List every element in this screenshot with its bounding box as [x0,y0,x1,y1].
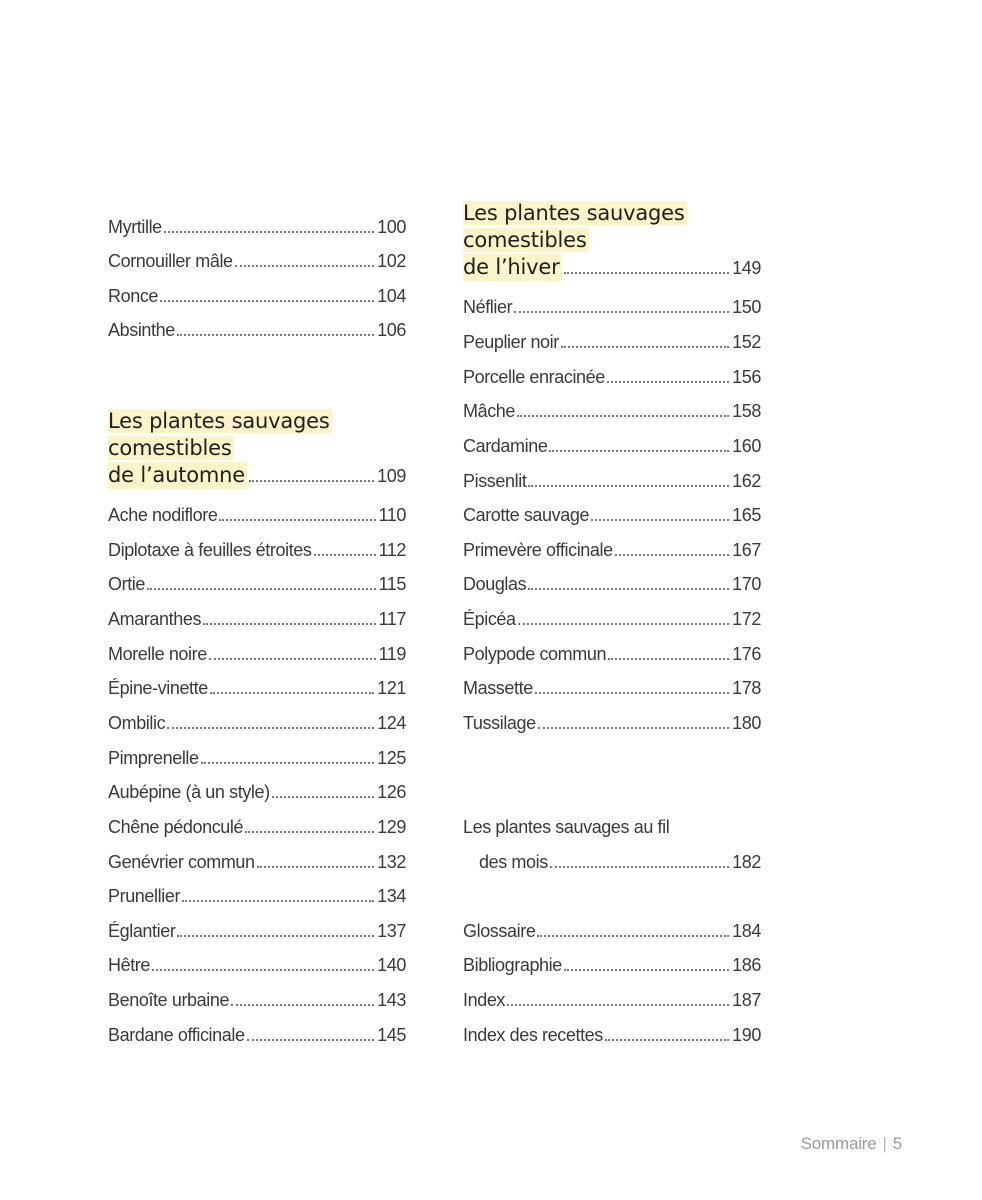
dot-leader [514,311,729,313]
toc-entry-title: Genévrier commun [108,852,255,872]
toc-entry-page: 170 [732,574,761,594]
dot-leader [219,519,375,521]
dot-leader [231,1004,374,1006]
toc-entry-page: 106 [377,320,406,340]
dot-leader [550,866,729,868]
toc-entry-title: Index des recettes [463,1025,603,1045]
toc-entry[interactable] [108,843,406,873]
toc-entry[interactable] [108,739,406,769]
toc-entry[interactable] [463,531,761,561]
toc-entry-title: Amaranthes [108,609,202,629]
dot-leader [615,554,729,556]
toc-entry-title: Aubépine (à un style) [108,782,270,802]
toc-entry-title: Morelle noire [108,644,207,664]
toc-entry[interactable] [463,358,761,388]
toc-entry[interactable] [463,946,761,976]
toc-entry-title: Ronce [108,286,159,306]
toc-entry[interactable] [108,946,406,976]
toc-entry[interactable] [108,311,406,341]
toc-entry[interactable] [463,288,761,318]
toc-entry[interactable] [108,635,406,665]
toc-entry-page: 145 [377,1025,406,1045]
dot-leader [152,969,374,971]
toc-entry[interactable] [463,912,761,942]
toc-entry[interactable] [108,877,406,907]
toc-entry-page: 104 [377,286,406,306]
dot-leader [605,1039,729,1041]
toc-entry[interactable] [463,1016,761,1046]
dot-leader [249,480,374,482]
toc-entry-page: 190 [732,1025,761,1045]
dot-leader [564,969,729,971]
toc-entry[interactable] [463,704,761,734]
toc-entry[interactable] [463,981,761,1011]
section-title-line: comestibles [108,436,232,460]
dot-leader [177,334,374,336]
toc-entry[interactable] [108,208,406,238]
toc-entry[interactable] [108,981,406,1011]
toc-entry-page: 126 [377,782,406,802]
toc-entry[interactable] [463,669,761,699]
section-title-line: Les plantes sauvages [108,409,330,433]
toc-entry[interactable] [463,462,761,492]
toc-entry-title: Cardamine [463,436,548,456]
toc-entry-page: 140 [377,955,406,975]
dot-leader [535,692,729,694]
toc-entry-title: Peuplier noir [463,332,559,352]
toc-entry-title: Ache nodiflore [108,505,218,525]
toc-entry-page: 102 [377,251,406,271]
toc-entry-title: Épicéa [463,609,516,629]
footer-label: Sommaire [800,1134,877,1153]
section-page: 149 [732,258,761,278]
toc-entry-calendar-title[interactable] [463,808,761,838]
toc-entry-title: Porcelle enracinée [463,367,605,387]
section-title-line: comestibles [463,228,587,252]
footer-page-number: 5 [892,1134,902,1153]
toc-entry-title: Ombilic [108,713,166,733]
toc-entry-title: Massette [463,678,533,698]
toc-entry-page: 176 [732,644,761,664]
toc-entry-title: Douglas [463,574,527,594]
toc-entry-title: Glossaire [463,921,536,941]
toc-entry-page: 152 [732,332,761,352]
toc-entry-title: Églantier [108,921,176,941]
toc-entry-page: 115 [378,574,406,594]
dot-leader [272,796,374,798]
toc-entry-page: 167 [732,540,761,560]
toc-entry[interactable] [108,277,406,307]
toc-entry[interactable] [108,808,406,838]
dot-leader [160,300,374,302]
toc-entry-page: 158 [732,401,761,421]
dot-leader [210,692,374,694]
toc-entry-title: Cornouiller mâle [108,251,233,271]
toc-entry[interactable] [108,242,406,272]
dot-leader [167,727,374,729]
toc-entry-page: 117 [378,609,406,629]
toc-entry[interactable] [108,912,406,942]
section-title-line: de l’automne [108,463,245,487]
dot-leader [235,265,375,267]
dot-leader [164,231,374,233]
dot-leader [507,1004,729,1006]
toc-entry-page: 156 [732,367,761,387]
toc-entry-page: 137 [377,921,406,941]
dot-leader [517,415,729,417]
toc-entry-title: Absinthe [108,320,175,340]
toc-entry-page: 112 [378,540,406,560]
toc-entry-title: Carotte sauvage [463,505,590,525]
toc-entry-title: Pissenlit [463,471,527,491]
dot-leader [518,623,730,625]
toc-entry-title: Néflier [463,297,513,317]
toc-entry-title: Myrtille [108,217,162,237]
dot-leader [538,727,729,729]
toc-entry[interactable] [108,496,406,526]
toc-entry-title: Ortie [108,574,146,594]
dot-leader [591,519,729,521]
toc-entry-page: 162 [732,471,761,491]
toc-entry-title: Tussilage [463,713,536,733]
toc-entry[interactable] [108,773,406,803]
toc-entry-title: Bibliographie [463,955,562,975]
dot-leader [209,658,376,660]
dot-leader [314,554,376,556]
toc-entry-title: des mois [479,852,548,872]
toc-entry-page: 132 [377,852,406,872]
toc-entry-page: 165 [732,505,761,525]
toc-entry-page: 160 [732,436,761,456]
toc-entry-page: 134 [377,886,406,906]
toc-entry-page: 178 [732,678,761,698]
toc-entry[interactable] [463,392,761,422]
toc-entry[interactable] [463,323,761,353]
toc-entry-title: Index [463,990,506,1010]
toc-entry-title: Mâche [463,401,516,421]
toc-entry[interactable] [108,1016,406,1046]
toc-entry[interactable] [463,600,761,630]
toc-entry-page: 172 [732,609,761,629]
dot-leader [203,623,375,625]
toc-entry-page: 119 [378,644,406,664]
toc-entry[interactable] [463,496,761,526]
toc-entry-page: 125 [377,748,406,768]
toc-entry-title: Bardane officinale [108,1025,245,1045]
dot-leader [247,1039,375,1041]
toc-section-autumn[interactable] [108,408,406,489]
toc-entry-title: Benoîte urbaine [108,990,230,1010]
toc-entry[interactable] [108,669,406,699]
dot-leader [549,450,729,452]
toc-entry-title: Polypode commun [463,644,607,664]
toc-entry-calendar[interactable] [463,843,761,873]
dot-leader [608,658,729,660]
footer-separator: | [882,1134,887,1153]
toc-entry[interactable] [108,600,406,630]
toc-entry-page: 150 [732,297,761,317]
section-page: 109 [377,466,406,486]
toc-entry-title: Hêtre [108,955,151,975]
dot-leader [182,900,374,902]
section-title-line: Les plantes sauvages [463,201,685,225]
toc-entry-page: 180 [732,713,761,733]
toc-entry-page: 121 [377,678,406,698]
dot-leader [147,588,375,590]
dot-leader [201,762,375,764]
toc-entry-page: 143 [377,990,406,1010]
toc-entry[interactable] [108,704,406,734]
toc-entry-page: 100 [377,217,406,237]
toc-entry-title: Épine-vinette [108,678,208,698]
toc-entry-title: Chêne pédonculé [108,817,244,837]
toc-entry-page: 187 [732,990,761,1010]
toc-entry-page: 110 [378,505,406,525]
toc-entry[interactable] [463,565,761,595]
section-title-line: de l’hiver [463,255,560,279]
dot-leader [561,346,729,348]
toc-entry-title: Pimprenelle [108,748,199,768]
toc-entry-title: Diplotaxe à feuilles étroites [108,540,312,560]
toc-entry[interactable] [463,427,761,457]
toc-entry-page: 124 [377,713,406,733]
toc-entry-page: 182 [732,852,761,872]
toc-entry[interactable] [108,565,406,595]
dot-leader [528,588,729,590]
dot-leader [564,272,730,274]
toc-entry-page: 129 [377,817,406,837]
toc-entry[interactable] [463,635,761,665]
toc-entry-page: 186 [732,955,761,975]
dot-leader [257,866,375,868]
dot-leader [528,485,729,487]
dot-leader [177,935,374,937]
toc-entry[interactable] [108,531,406,561]
page-footer [801,1134,902,1154]
toc-entry-title: Les plantes sauvages au fil [463,817,670,837]
toc-section-winter[interactable] [463,200,761,281]
toc-entry-title: Prunellier [108,886,181,906]
toc-entry-page: 184 [732,921,761,941]
toc-entry-title: Primevère officinale [463,540,613,560]
dot-leader [537,935,729,937]
dot-leader [245,831,374,833]
dot-leader [607,381,729,383]
